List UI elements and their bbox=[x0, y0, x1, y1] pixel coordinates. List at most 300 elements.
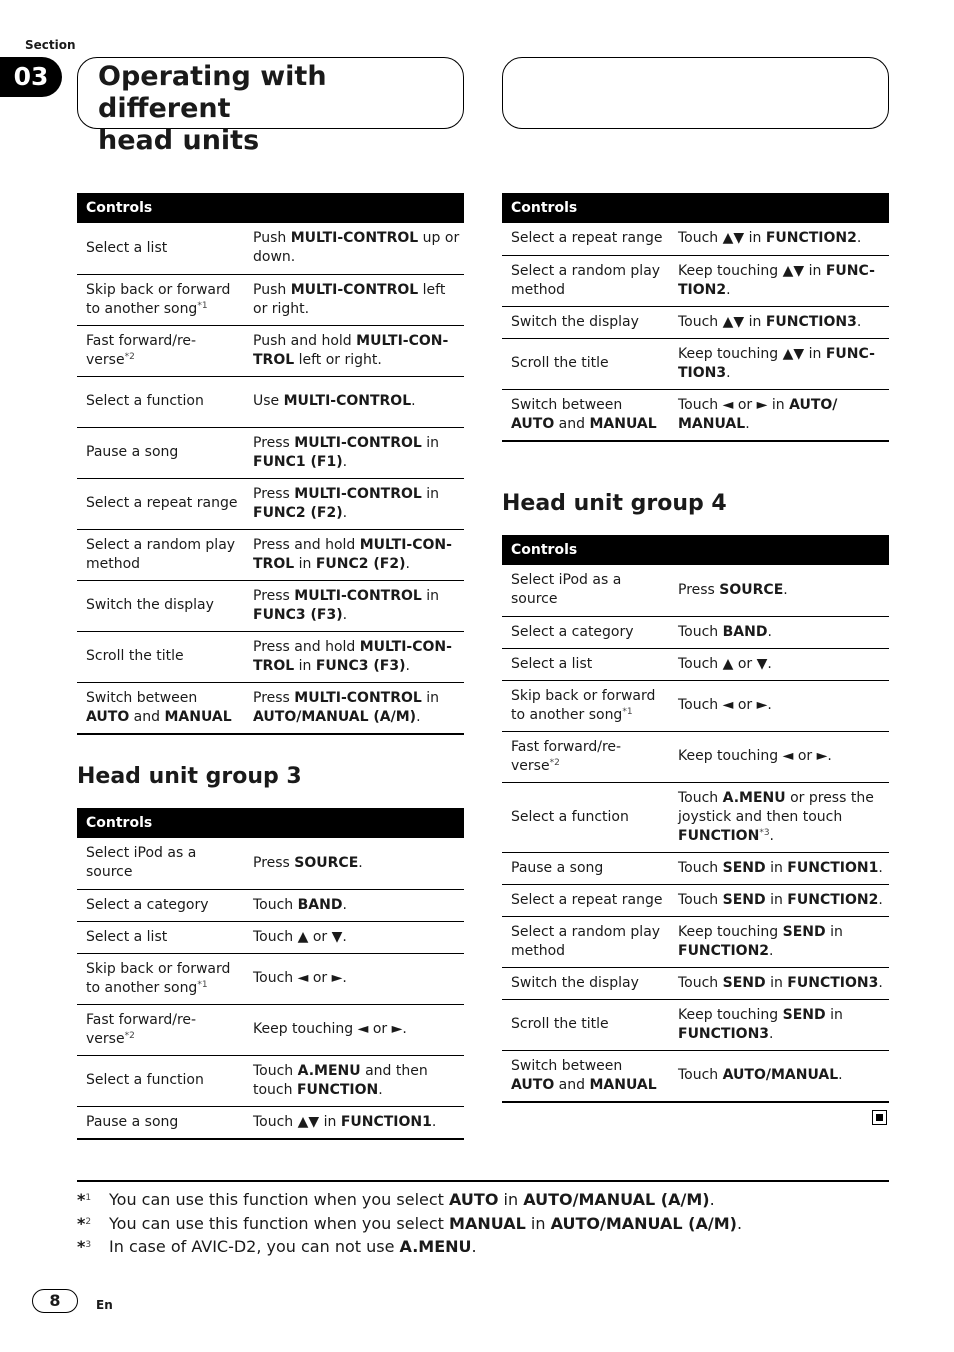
control-action bbox=[502, 648, 669, 680]
action-text: Pause a song bbox=[86, 444, 179, 460]
bold-term: MULTI-CON-TROL bbox=[253, 536, 452, 572]
text-run: Switch between bbox=[511, 396, 623, 413]
footnote-ref: *1 bbox=[622, 706, 633, 717]
bold-term: SOURCE bbox=[719, 581, 784, 598]
table-row bbox=[502, 999, 889, 1050]
footnote-number: 1 bbox=[85, 1193, 92, 1203]
table-header: Controls bbox=[502, 535, 889, 565]
footnote-asterisk: * bbox=[77, 1237, 86, 1256]
text-run: . bbox=[736, 1214, 743, 1233]
action-text: Scroll the title bbox=[511, 1016, 609, 1032]
control-action bbox=[502, 338, 669, 389]
bold-term: AUTO/MANUAL (A/M) bbox=[523, 1190, 710, 1209]
control-method bbox=[669, 1050, 889, 1102]
action-text: Scroll the title bbox=[511, 355, 609, 371]
text-run: Touch ▲ or ▼. bbox=[253, 928, 347, 945]
table-row bbox=[77, 682, 464, 734]
text-run: In case of AVIC-D2, you can not use bbox=[109, 1237, 400, 1256]
text-run: Keep touching ▲▼ in bbox=[678, 345, 826, 362]
bold-term: SEND bbox=[782, 1006, 826, 1023]
control-method bbox=[244, 953, 464, 1004]
footnote-ref: *1 bbox=[197, 979, 208, 990]
table-row bbox=[502, 338, 889, 389]
bold-term: MULTI-CON-TROL bbox=[253, 638, 452, 674]
text-run: Press bbox=[253, 854, 295, 871]
control-action bbox=[77, 631, 244, 682]
control-action bbox=[502, 967, 669, 999]
table-row bbox=[77, 580, 464, 631]
bold-term: MULTI-CONTROL bbox=[283, 393, 412, 409]
action-text: Select a random play method bbox=[511, 262, 661, 298]
control-method bbox=[244, 325, 464, 376]
page-title-line2: head units bbox=[98, 125, 260, 156]
action-text: Select a function bbox=[86, 1072, 204, 1088]
bold-term: AUTO bbox=[86, 708, 130, 725]
text-run: Keep touching bbox=[678, 923, 783, 940]
bold-term: FUNCTION3 bbox=[765, 313, 857, 330]
text-run: . bbox=[726, 364, 731, 381]
page-title bbox=[77, 57, 464, 156]
bold-term: SEND bbox=[722, 891, 766, 908]
table-header: Controls bbox=[77, 193, 464, 223]
text-run: Touch ◄ or ►. bbox=[678, 697, 772, 713]
text-run: in bbox=[765, 859, 788, 876]
text-run: Touch bbox=[253, 896, 298, 913]
bold-term: FUNC-TION3 bbox=[678, 345, 875, 381]
bold-term: FUNCTION1 bbox=[340, 1113, 432, 1130]
control-method bbox=[669, 916, 889, 967]
table-row bbox=[77, 529, 464, 580]
bold-term: FUNCTION bbox=[678, 827, 760, 844]
control-action bbox=[502, 884, 669, 916]
text-run: Switch between bbox=[86, 689, 198, 706]
text-run: Touch bbox=[678, 623, 723, 640]
footnote-number: 2 bbox=[85, 1217, 92, 1227]
control-method bbox=[244, 376, 464, 427]
bold-term: FUNCTION3 bbox=[787, 974, 879, 991]
control-action bbox=[502, 389, 669, 441]
bold-term: AUTO/MANUAL (A/M) bbox=[253, 708, 417, 725]
text-run: Press bbox=[678, 581, 720, 598]
bold-term: MULTI-CONTROL bbox=[294, 587, 422, 604]
control-action bbox=[502, 999, 669, 1050]
bold-term: SOURCE bbox=[294, 854, 359, 871]
footnote-number: 3 bbox=[85, 1240, 92, 1250]
table-row bbox=[502, 616, 889, 648]
table-row bbox=[77, 1004, 464, 1055]
controls-table-group2 bbox=[77, 193, 464, 735]
page-title-line1: Operating with different bbox=[98, 61, 327, 124]
bold-term: SEND bbox=[722, 859, 766, 876]
bold-term: MULTI-CONTROL bbox=[294, 689, 422, 706]
bold-term: MULTI-CON-TROL bbox=[253, 332, 449, 368]
text-run: . bbox=[342, 504, 348, 521]
table-row bbox=[77, 953, 464, 1004]
table-row bbox=[502, 680, 889, 731]
bold-term: FUNCTION2 bbox=[787, 891, 879, 908]
action-text: Select a list bbox=[86, 928, 168, 945]
controls-table-group3 bbox=[77, 808, 464, 1140]
table-row bbox=[502, 389, 889, 441]
bold-term: MANUAL bbox=[589, 415, 657, 432]
table-row bbox=[77, 889, 464, 921]
control-action bbox=[77, 682, 244, 734]
text-run: Keep touching ▲▼ in bbox=[678, 262, 826, 279]
bold-term: BAND bbox=[297, 896, 343, 913]
text-run: and then touch bbox=[253, 1062, 428, 1098]
control-action bbox=[77, 1106, 244, 1139]
footnote-ref: *2 bbox=[124, 1030, 135, 1041]
controls-table-group4 bbox=[502, 535, 889, 1103]
control-method bbox=[244, 580, 464, 631]
action-text: Fast forward/re-verse bbox=[511, 738, 622, 774]
bold-term: AUTO/MANUAL (A/M) bbox=[550, 1214, 737, 1233]
control-action bbox=[77, 274, 244, 325]
footnote-mark bbox=[77, 1190, 109, 1210]
section-number: 03 bbox=[0, 57, 62, 97]
text-run: in bbox=[294, 657, 316, 674]
table-row bbox=[502, 916, 889, 967]
action-text: Select a function bbox=[511, 808, 629, 825]
control-method bbox=[244, 1004, 464, 1055]
text-run: . bbox=[838, 1067, 843, 1083]
text-run: Touch bbox=[678, 859, 723, 876]
text-run: Switch between bbox=[511, 1057, 623, 1074]
bold-term: AUTO bbox=[449, 1190, 499, 1209]
control-action bbox=[502, 1050, 669, 1102]
text-run: and bbox=[554, 415, 590, 432]
text-run: Use bbox=[253, 393, 284, 409]
bold-term: MULTI-CONTROL bbox=[290, 281, 419, 298]
control-action bbox=[77, 325, 244, 376]
bold-term: FUNCTION3 bbox=[678, 1025, 770, 1042]
bold-term: FUNCTION1 bbox=[787, 859, 879, 876]
control-method bbox=[669, 967, 889, 999]
table-row bbox=[77, 376, 464, 427]
control-method bbox=[669, 306, 889, 338]
control-action bbox=[502, 616, 669, 648]
bold-term: FUNC-TION2 bbox=[678, 262, 875, 298]
action-text: Pause a song bbox=[86, 1113, 179, 1130]
control-method bbox=[244, 478, 464, 529]
bold-term: FUNC2 (F2) bbox=[253, 504, 343, 521]
table-header: Controls bbox=[502, 193, 889, 223]
footnote-asterisk: * bbox=[77, 1214, 86, 1233]
control-method bbox=[244, 921, 464, 953]
text-run: Press bbox=[253, 587, 295, 604]
control-method bbox=[669, 680, 889, 731]
bold-term: BAND bbox=[722, 623, 768, 640]
table-row bbox=[502, 852, 889, 884]
control-action bbox=[77, 838, 244, 889]
text-run: . bbox=[471, 1237, 477, 1256]
action-text: Fast forward/re-verse bbox=[86, 1011, 197, 1047]
footnote-divider bbox=[77, 1180, 889, 1182]
text-run: Touch ▲▼ in bbox=[678, 230, 766, 247]
text-run: in bbox=[765, 974, 788, 991]
footnote bbox=[77, 1190, 715, 1210]
action-text: Select a category bbox=[511, 623, 634, 640]
bold-term: AUTO bbox=[511, 415, 555, 432]
control-method bbox=[669, 852, 889, 884]
text-run: Keep touching ◄ or ►. bbox=[678, 748, 832, 764]
footnote bbox=[77, 1237, 477, 1257]
control-method bbox=[244, 631, 464, 682]
language-label: En bbox=[96, 1298, 113, 1312]
bold-term: AUTO bbox=[511, 1076, 555, 1093]
text-run: . bbox=[878, 974, 883, 991]
table-row bbox=[77, 921, 464, 953]
footnote-ref: *1 bbox=[197, 300, 208, 311]
footnote-ref: *2 bbox=[124, 351, 135, 362]
text-run: . bbox=[358, 854, 363, 871]
text-run: You can use this function when you select bbox=[109, 1214, 450, 1233]
action-text: Select a function bbox=[86, 393, 204, 409]
text-run: . bbox=[878, 859, 883, 876]
control-action bbox=[77, 921, 244, 953]
text-run: Touch bbox=[678, 974, 723, 991]
bold-term: SEND bbox=[722, 974, 766, 991]
text-run: . bbox=[856, 313, 862, 330]
bold-term: FUNC2 (F2) bbox=[315, 555, 406, 572]
text-run: . bbox=[405, 657, 410, 674]
table-row bbox=[502, 565, 889, 616]
text-run: . bbox=[856, 230, 862, 247]
table-row bbox=[77, 223, 464, 274]
text-run: You can use this function when you select bbox=[109, 1190, 450, 1209]
control-method bbox=[244, 427, 464, 478]
footnote-ref: *3 bbox=[759, 827, 770, 838]
text-run: . bbox=[416, 708, 421, 725]
control-action bbox=[77, 1004, 244, 1055]
control-action bbox=[77, 580, 244, 631]
page-number: 8 bbox=[32, 1289, 78, 1313]
bold-term: FUNCTION2 bbox=[765, 230, 857, 247]
text-run: and bbox=[554, 1076, 590, 1093]
table-row bbox=[502, 731, 889, 782]
control-action bbox=[502, 852, 669, 884]
table-row bbox=[502, 648, 889, 680]
footnote-mark bbox=[77, 1214, 109, 1234]
control-method bbox=[669, 255, 889, 306]
control-action bbox=[502, 306, 669, 338]
text-run: in bbox=[421, 434, 440, 451]
text-run: Push and hold bbox=[253, 332, 357, 349]
text-run: Press bbox=[253, 485, 295, 502]
control-action bbox=[502, 680, 669, 731]
action-text: Scroll the title bbox=[86, 648, 184, 664]
control-method bbox=[244, 1106, 464, 1139]
bold-term: MULTI-CONTROL bbox=[290, 230, 419, 247]
control-method bbox=[244, 223, 464, 274]
text-run: in bbox=[421, 689, 440, 706]
action-text: Select a list bbox=[86, 239, 168, 256]
text-run: Touch ▲▼ in bbox=[253, 1113, 341, 1130]
text-run: . bbox=[405, 555, 410, 572]
control-action bbox=[502, 565, 669, 616]
text-run: left or right. bbox=[253, 281, 446, 317]
control-method bbox=[244, 838, 464, 889]
bold-term: MANUAL bbox=[589, 1076, 657, 1093]
text-run: Keep touching bbox=[678, 1006, 783, 1023]
control-method bbox=[669, 884, 889, 916]
text-run: Press and hold bbox=[253, 638, 360, 655]
text-run: in bbox=[825, 923, 843, 940]
footnote-ref: *2 bbox=[549, 757, 560, 768]
table-row bbox=[77, 1106, 464, 1139]
end-of-section-icon bbox=[872, 1110, 887, 1125]
footnote-asterisk: * bbox=[77, 1190, 86, 1209]
table-row bbox=[77, 631, 464, 682]
text-run: . bbox=[745, 415, 750, 432]
action-text: Select a repeat range bbox=[511, 230, 663, 247]
action-text: Switch the display bbox=[511, 974, 639, 991]
bold-term: AUTO/MANUAL bbox=[722, 1067, 839, 1083]
action-text: Select a category bbox=[86, 896, 209, 913]
text-run: in bbox=[421, 485, 440, 502]
action-text: Skip back or forward to another song bbox=[511, 687, 656, 723]
text-run: . bbox=[431, 1113, 437, 1130]
text-run: Keep touching ◄ or ►. bbox=[253, 1021, 407, 1037]
bold-term: FUNC3 (F3) bbox=[253, 606, 343, 623]
text-run: in bbox=[498, 1190, 524, 1209]
section-label: Section bbox=[25, 38, 76, 52]
control-method bbox=[669, 565, 889, 616]
bold-term: MULTI-CONTROL bbox=[294, 434, 422, 451]
action-text: Skip back or forward to another song bbox=[86, 960, 231, 996]
text-run: Press and hold bbox=[253, 536, 360, 553]
text-run: Touch ▲ or ▼. bbox=[678, 655, 772, 672]
group3-title: Head unit group 3 bbox=[77, 764, 302, 789]
text-run: . bbox=[783, 581, 788, 598]
text-run: or press the joystick and then touch bbox=[678, 789, 874, 825]
bold-term: FUNC1 (F1) bbox=[253, 453, 343, 470]
control-method bbox=[244, 889, 464, 921]
text-run: in bbox=[294, 555, 316, 572]
control-method bbox=[244, 682, 464, 734]
text-run: . bbox=[378, 1081, 383, 1098]
action-text: Select a random play method bbox=[511, 923, 661, 959]
action-text: Select a random play method bbox=[86, 536, 236, 572]
footnote bbox=[77, 1214, 742, 1234]
control-action bbox=[77, 529, 244, 580]
control-action bbox=[77, 1055, 244, 1106]
bold-term: MANUAL bbox=[449, 1214, 526, 1233]
table-row bbox=[502, 306, 889, 338]
bold-term: A.MENU bbox=[399, 1237, 472, 1256]
table-row bbox=[502, 967, 889, 999]
text-run: Touch bbox=[678, 1067, 723, 1083]
text-run: . bbox=[769, 942, 774, 959]
text-run: . bbox=[342, 453, 348, 470]
controls-table-group2-cont bbox=[502, 193, 889, 442]
control-method bbox=[669, 999, 889, 1050]
text-run: Touch bbox=[678, 789, 723, 806]
control-method bbox=[669, 731, 889, 782]
text-run: . bbox=[878, 891, 883, 908]
group4-title: Head unit group 4 bbox=[502, 491, 727, 516]
table-row bbox=[77, 1055, 464, 1106]
control-method bbox=[669, 616, 889, 648]
text-run: Push bbox=[253, 281, 291, 298]
text-run: Press bbox=[253, 689, 295, 706]
control-action bbox=[77, 376, 244, 427]
text-run: . bbox=[726, 281, 731, 298]
table-row bbox=[502, 223, 889, 255]
action-text: Skip back or forward to another song bbox=[86, 281, 231, 317]
control-method bbox=[244, 529, 464, 580]
action-text: Select a repeat range bbox=[511, 891, 663, 908]
text-run: . bbox=[769, 827, 774, 844]
control-method bbox=[669, 782, 889, 852]
text-run: . bbox=[342, 896, 347, 913]
control-action bbox=[77, 478, 244, 529]
action-text: Switch the display bbox=[86, 597, 214, 613]
control-method bbox=[669, 223, 889, 255]
bold-term: FUNCTION bbox=[296, 1081, 379, 1098]
control-action bbox=[77, 223, 244, 274]
table-row bbox=[502, 1050, 889, 1102]
bold-term: MULTI-CONTROL bbox=[294, 485, 422, 502]
text-run: Touch bbox=[678, 891, 723, 908]
action-text: Select iPod as a source bbox=[511, 572, 622, 608]
text-run: Press bbox=[253, 434, 295, 451]
bold-term: FUNCTION2 bbox=[678, 942, 770, 959]
text-run: . bbox=[767, 623, 772, 640]
text-run: in bbox=[765, 891, 788, 908]
control-method bbox=[244, 1055, 464, 1106]
control-action bbox=[502, 916, 669, 967]
control-action bbox=[502, 223, 669, 255]
action-text: Fast forward/re-verse bbox=[86, 332, 197, 368]
text-run: Touch ◄ or ►. bbox=[253, 970, 347, 986]
table-row bbox=[77, 325, 464, 376]
action-text: Select iPod as a source bbox=[86, 845, 197, 881]
control-action bbox=[502, 255, 669, 306]
text-run: left or right. bbox=[294, 351, 382, 368]
bold-term: A.MENU bbox=[297, 1062, 361, 1079]
text-run: Push bbox=[253, 230, 291, 247]
table-row bbox=[502, 255, 889, 306]
text-run: and bbox=[129, 708, 165, 725]
footnote-mark bbox=[77, 1237, 109, 1257]
control-action bbox=[77, 889, 244, 921]
text-run: Touch bbox=[253, 1062, 298, 1079]
bold-term: MANUAL bbox=[164, 708, 232, 725]
text-run: in bbox=[421, 587, 440, 604]
action-text: Select a list bbox=[511, 655, 593, 672]
text-run: . bbox=[769, 1025, 774, 1042]
bold-term: AUTO/ MANUAL bbox=[678, 396, 838, 432]
table-row bbox=[77, 427, 464, 478]
table-header: Controls bbox=[77, 808, 464, 838]
action-text: Switch the display bbox=[511, 313, 639, 330]
text-run: Touch ▲▼ in bbox=[678, 313, 766, 330]
control-action bbox=[77, 953, 244, 1004]
text-run: Touch ◄ or ► in bbox=[678, 396, 790, 413]
bold-term: FUNC3 (F3) bbox=[315, 657, 406, 674]
action-text: Select a repeat range bbox=[86, 495, 238, 511]
text-run: in bbox=[825, 1006, 843, 1023]
table-row bbox=[77, 478, 464, 529]
control-method bbox=[669, 648, 889, 680]
bold-term: A.MENU bbox=[722, 789, 786, 806]
text-run: . bbox=[411, 393, 416, 409]
control-action bbox=[77, 427, 244, 478]
table-row bbox=[77, 838, 464, 889]
control-method bbox=[669, 389, 889, 441]
action-text: Pause a song bbox=[511, 859, 604, 876]
